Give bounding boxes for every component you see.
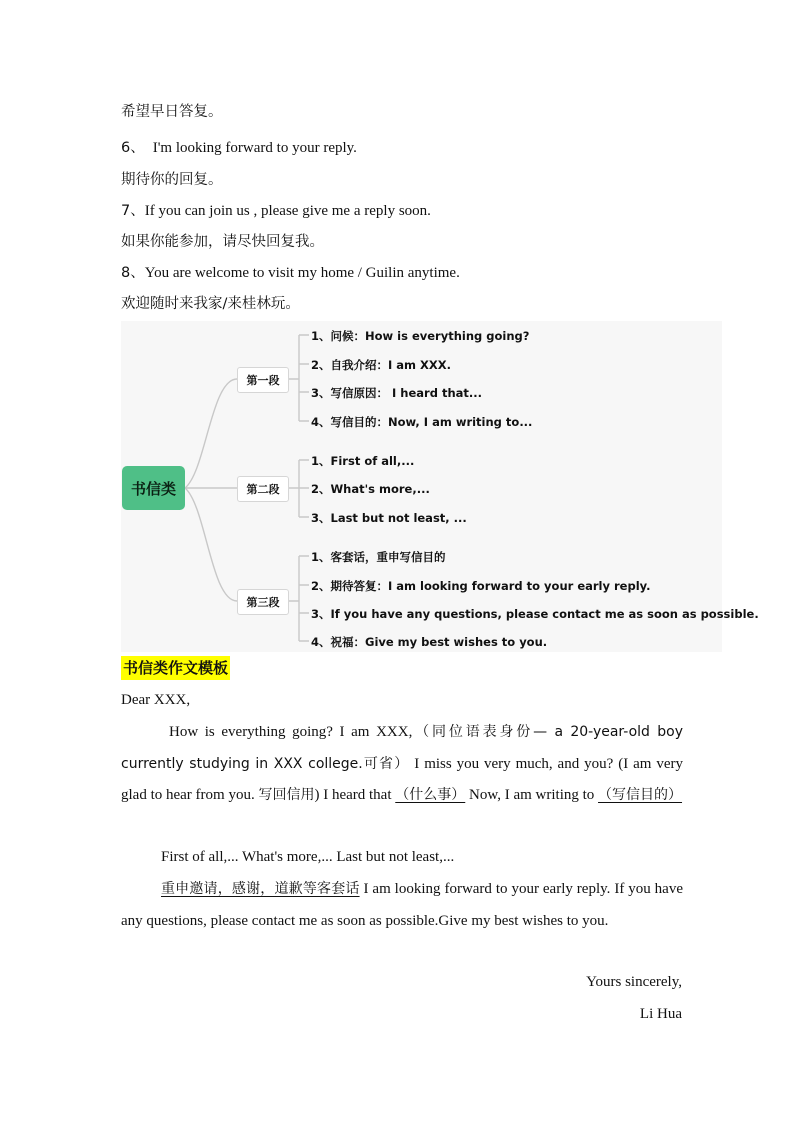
section-1-item: 3、写信原因： I heard that... <box>311 386 482 400</box>
p1-greeting: How is everything going? I am XXX, <box>169 724 413 740</box>
paragraph-2: First of all,... What's more,... Last but not least,... <box>161 849 455 865</box>
template-title: 书信类作文模板 <box>121 656 230 680</box>
section-1-node: 第一段 <box>237 367 289 393</box>
mindmap-root: 书信类 <box>122 466 185 510</box>
section-1-item: 1、问候：How is everything going? <box>311 329 530 343</box>
section-1-item: 2、自我介绍：I am XXX. <box>311 358 451 372</box>
section-3-item: 2、期待答复：I am looking forward to your early reply. <box>311 579 651 593</box>
line-text: I'm looking forward to your reply. <box>152 140 357 156</box>
bracket-seg2 <box>287 460 309 517</box>
closing: Yours sincerely, <box>586 974 682 990</box>
p1-writing-to: Now, I am writing to <box>465 787 599 804</box>
section-3-item: 3、If you have any questions, please contact me as soon as possible. <box>311 607 759 621</box>
section-1-item: 4、写信目的：Now, I am writing to... <box>311 415 533 429</box>
salutation: Dear XXX, <box>121 692 191 708</box>
p1-heard-that: ) I heard that <box>314 787 396 804</box>
paragraph-1 <box>121 717 683 812</box>
line-number: 7、 <box>121 203 145 219</box>
bracket-seg3 <box>287 556 309 641</box>
line-7-en <box>121 199 431 220</box>
connector-root-seg3 <box>185 488 237 601</box>
p1-what-happened-blank: （什么事） <box>395 787 466 804</box>
section-2-item: 3、Last but not least, ... <box>311 511 467 525</box>
p1-optional-note: 可省） <box>362 755 410 772</box>
line-8-en <box>121 261 460 282</box>
paragraph-3 <box>121 874 683 937</box>
line-hope-reply-cn: 希望早日答复。 <box>121 104 223 120</box>
p3-courtesy-note: 重申邀请，感谢，道歉等客套话 <box>161 881 360 897</box>
p1-reply-note: 写回信用 <box>258 787 315 804</box>
line-7-cn: 如果你能参加，请尽快回复我。 <box>121 234 324 250</box>
section-2-item: 1、First of all,... <box>311 454 415 468</box>
section-3-item: 1、客套话，重申写信目的 <box>311 550 446 564</box>
section-2-item: 2、What's more,... <box>311 482 430 496</box>
line-8-cn: 欢迎随时来我家/来桂林玩。 <box>121 296 300 312</box>
signature: Li Hua <box>639 1006 682 1022</box>
line-6-cn: 期待你的回复。 <box>121 172 223 188</box>
p3-body: I am looking forward to your early reply. If you have any questions, please contact me as soon as possible.Give my best wishes to you. <box>121 881 683 929</box>
section-3-item: 4、祝福：Give my best wishes to you. <box>311 635 548 649</box>
p1-purpose-blank: （写信目的） <box>598 787 683 804</box>
bracket-seg1 <box>287 335 309 421</box>
section-3-node: 第三段 <box>237 589 289 615</box>
letter-mindmap <box>121 321 759 652</box>
line-text: If you can join us , please give me a reply soon. <box>144 203 431 219</box>
line-text: You are welcome to visit my home / Guilin anytime. <box>144 265 460 281</box>
section-2-node: 第二段 <box>237 476 289 502</box>
p1-appositive-note: （同位语表身份— a 20-year-old boy currently studying in XXX college. <box>121 724 683 772</box>
connector-root-seg1 <box>185 379 237 488</box>
line-6-en <box>121 136 357 157</box>
p1-miss-you: I miss you very much, and you? (I am very glad to hear from you. <box>121 755 683 804</box>
line-number: 8、 <box>121 265 145 281</box>
line-number: 6、 <box>121 140 145 156</box>
